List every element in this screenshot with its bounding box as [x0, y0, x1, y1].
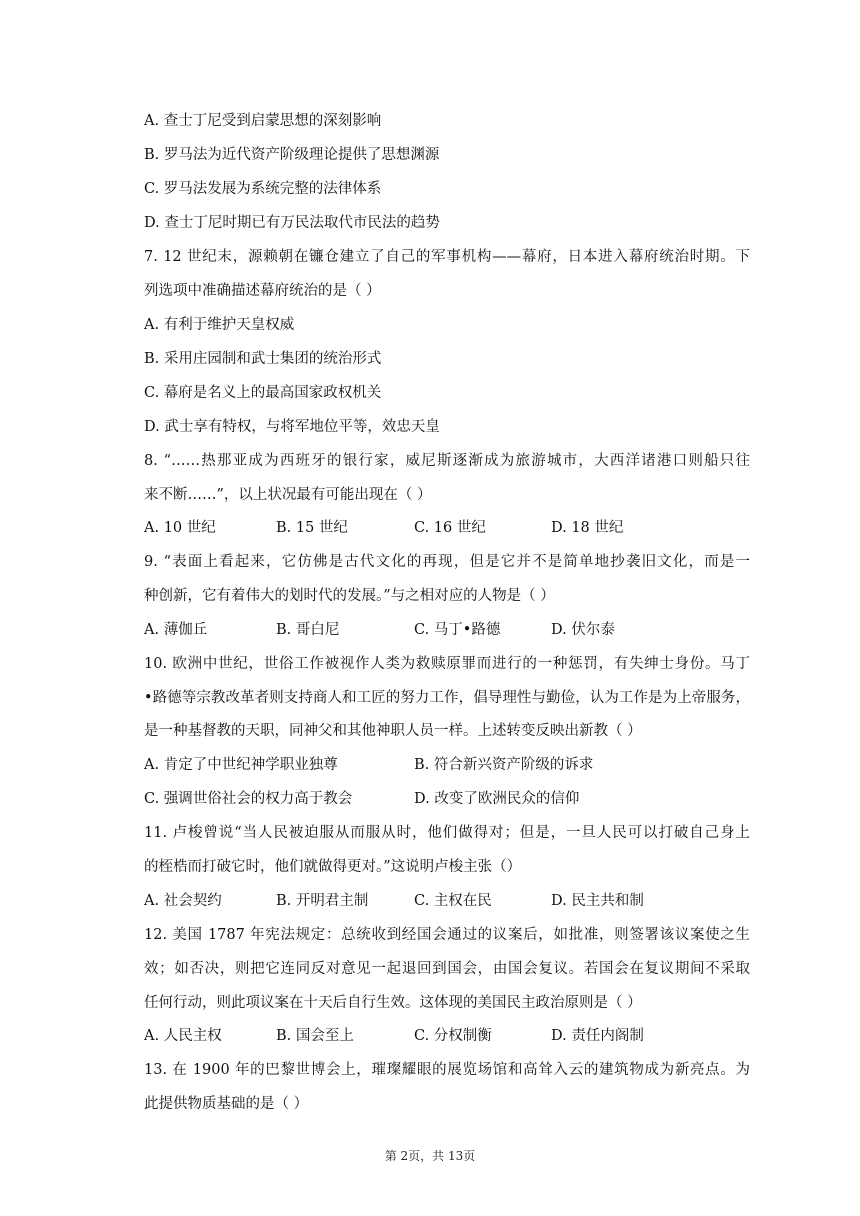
q10-stem-line3: 是一种基督教的天职，同神父和其他神职人员一样。上述转变反映出新教（ ） [144, 723, 642, 739]
q9-option-b: B. 哥白尼 [276, 622, 340, 638]
q10-stem-line1: 10. 欧洲中世纪，世俗工作被视作人类为救赎原罪而进行的一种惩罚，有失绅士身份。马丁 [144, 656, 750, 672]
page-footer: 第 2页，共 13页 [384, 1149, 476, 1163]
q10-stem-line2: •路德等宗教改革者则支持商人和工匠的努力工作，倡导理性与勤俭，认为工作是为上帝服务， [144, 690, 750, 706]
q8-stem-line1: 8. “……热那亚成为西班牙的银行家，威尼斯逐渐成为旅游城市，大西洋诸港口则船只往 [144, 453, 750, 469]
q8-stem-line2: 来不断……”，以上状况最有可能出现在（ ） [144, 487, 432, 503]
q8-option-d: D. 18 世纪 [551, 520, 624, 536]
q12-stem-line1: 12. 美国 1787 年宪法规定：总统收到经国会通过的议案后，如批准，则签署该议案使之生 [144, 927, 750, 943]
q13-stem-line2: 此提供物质基础的是（ ） [144, 1096, 309, 1112]
q10-option-a: A. 肯定了中世纪神学职业独尊 [144, 757, 338, 773]
q6-option-d: D. 查士丁尼时期已有万民法取代市民法的趋势 [144, 215, 440, 231]
q8-option-a: A. 10 世纪 [144, 520, 216, 536]
q7-stem-line1: 7. 12 世纪末，源赖朝在镰仓建立了自己的军事机构——幕府，日本进入幕府统治时期。下 [144, 249, 750, 265]
q12-option-b: B. 国会至上 [276, 1028, 354, 1044]
q11-stem-line1: 11. 卢梭曾说“当人民被迫服从而服从时，他们做得对；但是，一旦人民可以打破自己身上 [144, 825, 750, 841]
q13-stem-line1: 13. 在 1900 年的巴黎世博会上，璀璨耀眼的展览场馆和高耸入云的建筑物成为新亮点。为 [144, 1062, 750, 1078]
q8-option-b: B. 15 世纪 [276, 520, 348, 536]
q6-option-c: C. 罗马法发展为系统完整的法律体系 [144, 181, 382, 197]
q7-option-c: C. 幕府是名义上的最高国家政权机关 [144, 385, 382, 401]
q8-option-c: C. 16 世纪 [414, 520, 486, 536]
q9-stem-line1: 9. “表面上看起来，它仿佛是古代文化的再现，但是它并不是简单地抄袭旧文化，而是一 [144, 554, 750, 570]
q11-option-a: A. 社会契约 [144, 893, 222, 909]
q12-stem-line2: 效；如否决，则把它连同反对意见一起退回到国会，由国会复议。若国会在复议期间不采取 [144, 961, 750, 977]
q9-option-a: A. 薄伽丘 [144, 622, 208, 638]
q12-stem-line3: 任何行动，则此项议案在十天后自行生效。这体现的美国民主政治原则是（ ） [144, 995, 642, 1011]
q9-option-d: D. 伏尔泰 [551, 622, 615, 638]
q7-option-a: A. 有利于维护天皇权威 [144, 317, 295, 333]
q12-option-c: C. 分权制衡 [414, 1028, 492, 1044]
q10-option-b: B. 符合新兴资产阶级的诉求 [414, 757, 594, 773]
q9-option-c: C. 马丁•路德 [414, 622, 501, 638]
q10-option-d: D. 改变了欧洲民众的信仰 [414, 791, 580, 807]
q12-option-d: D. 责任内阁制 [551, 1028, 644, 1044]
q11-option-c: C. 主权在民 [414, 893, 492, 909]
q11-option-d: D. 民主共和制 [551, 893, 644, 909]
q6-option-b: B. 罗马法为近代资产阶级理论提供了思想渊源 [144, 147, 440, 163]
q10-option-c: C. 强调世俗社会的权力高于教会 [144, 791, 353, 807]
q7-option-d: D. 武士享有特权，与将军地位平等，效忠天皇 [144, 419, 440, 435]
q11-option-b: B. 开明君主制 [276, 893, 369, 909]
q7-option-b: B. 采用庄园制和武士集团的统治形式 [144, 351, 382, 367]
q7-stem-line2: 列选项中准确描述幕府统治的是（ ） [144, 283, 381, 299]
q11-stem-line2: 的桎梏而打破它时，他们就做得更对。”这说明卢梭主张（） [144, 859, 522, 875]
q9-stem-line2: 种创新，它有着伟大的划时代的发展。”与之相对应的人物是（ ） [144, 588, 555, 604]
q12-option-a: A. 人民主权 [144, 1028, 222, 1044]
q6-option-a: A. 查士丁尼受到启蒙思想的深刻影响 [144, 113, 382, 129]
